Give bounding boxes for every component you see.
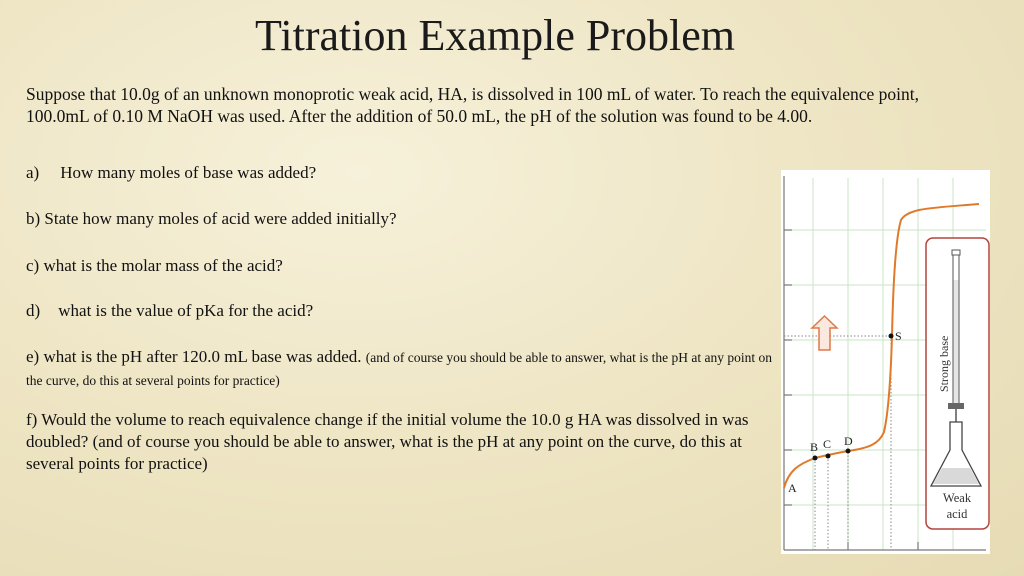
question-e [26, 346, 786, 392]
titration-curve-figure [781, 170, 990, 554]
flask-label-line1: Weak [942, 491, 972, 505]
up-arrow-icon [812, 316, 837, 350]
slide-title: Titration Example Problem [255, 11, 735, 60]
question-a [26, 162, 316, 184]
question-d-text: what is the value of pKa for the acid? [58, 301, 314, 320]
question-e-note: (and of course you should be able to answer, what is the pH at any point on the curve, do this at several points for practice) [26, 350, 772, 388]
point-c [826, 454, 831, 459]
question-d [26, 300, 313, 322]
question-b: b) State how many moles of acid were added initially? [26, 209, 397, 228]
point-labels [788, 329, 902, 495]
question-f: f) Would the volume to reach equivalence change if the initial volume the 10.0 g HA was dissolved in was doubled? (and of course you should be able to answer, what is the pH at any point on the curve, do this at several points for practice) [26, 410, 749, 473]
point-b [813, 456, 818, 461]
question-e-text: e) what is the pH after 120.0 mL base was added. [26, 347, 366, 366]
point-d [846, 449, 851, 454]
problem-statement: Suppose that 10.0g of an unknown monoprotic weak acid, HA, is dissolved in 100 mL of water. To reach the equivalence point, 100.0mL of 0.10 M NaOH was used. After the addition of 50.0 mL, the pH of the solution was found to be 4.00. [26, 84, 920, 126]
point-label-c: C [823, 437, 832, 451]
titration-curve-svg [781, 170, 990, 554]
question-a-text: How many moles of base was added? [60, 163, 317, 182]
point-label-a: A [788, 481, 797, 495]
point-s [889, 334, 894, 339]
point-label-b: B [810, 440, 819, 454]
burette-label: Strong base [937, 335, 951, 392]
question-c: c) what is the molar mass of the acid? [26, 256, 283, 275]
question-a-prefix: a) [26, 163, 40, 182]
flask-label-line2: acid [946, 507, 968, 521]
point-label-d: D [844, 434, 853, 448]
question-d-prefix: d) [26, 301, 41, 320]
y-axis-ticks [784, 230, 792, 505]
point-label-s: S [895, 329, 902, 343]
